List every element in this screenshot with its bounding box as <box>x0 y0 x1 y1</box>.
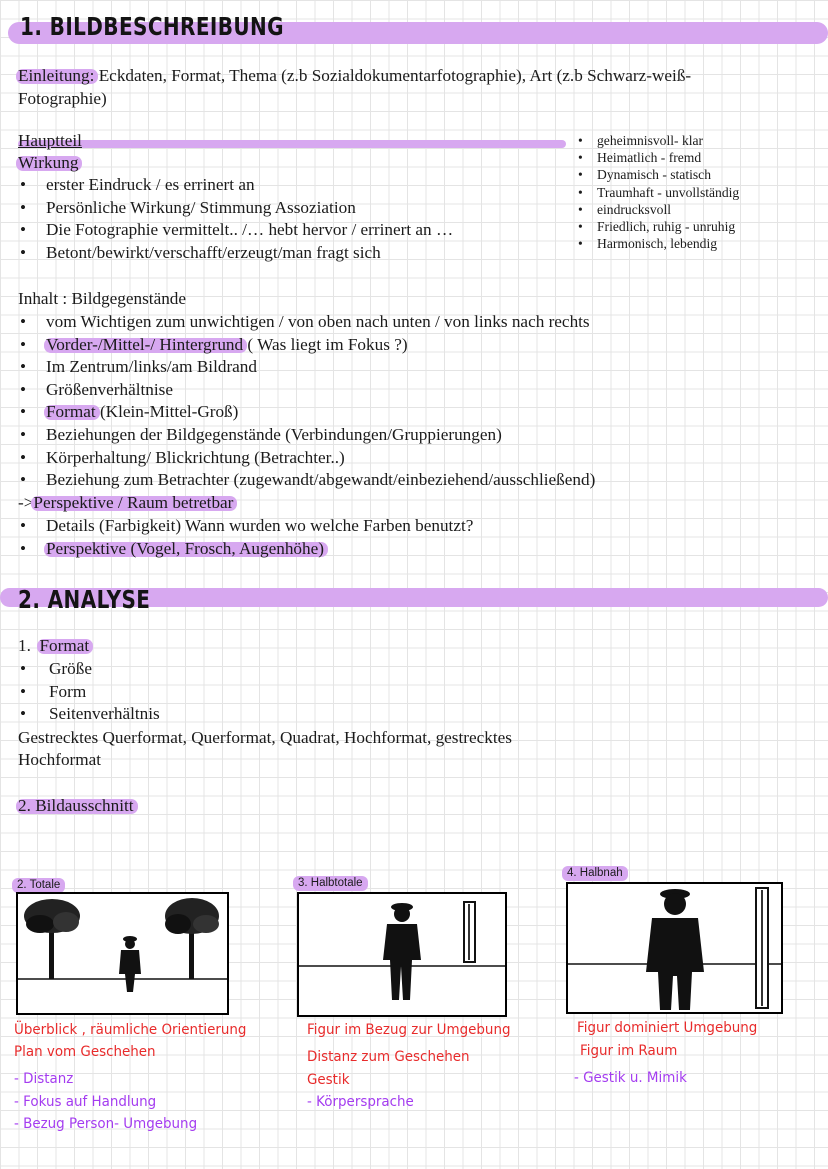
list-item: • Friedlich, ruhig - unruhig <box>577 218 739 235</box>
halbnah-note-red-1: Figur dominiert Umgebung <box>577 1020 758 1036</box>
totale-note-red-2: Plan vom Geschehen <box>14 1044 156 1060</box>
list-item: • Körperhaltung/ Blickrichtung (Betrachter..) <box>18 447 595 470</box>
bildausschnitt-heading <box>18 795 134 818</box>
perspektive-arrow-line <box>18 492 233 515</box>
format-label: Format <box>39 636 90 655</box>
shot-image-halbnah <box>566 882 783 1014</box>
details-list <box>18 515 473 560</box>
einleitung-line-2: Fotographie) <box>18 89 107 108</box>
list-item: • Form <box>18 681 160 704</box>
highlighted-term: Perspektive / Raum betretbar <box>33 493 234 512</box>
wirkung-text: Wirkung <box>18 153 79 172</box>
hauptteil-highlight-bar <box>18 140 566 148</box>
totale-note-purple-2: - Fokus auf Handlung <box>14 1094 157 1110</box>
totale-note-purple-3: - Bezug Person- Umgebung <box>14 1116 198 1132</box>
inhalt-heading: Inhalt : Bildgegenstände <box>18 289 187 308</box>
list-item: • Traumhaft - unvollständig <box>577 184 739 201</box>
list-item: • Größenverhältnise <box>18 379 595 402</box>
tree-icon <box>165 898 219 979</box>
halbtotale-note-red-3: Gestik <box>307 1072 350 1088</box>
list-item: • Die Fotographie vermittelt.. /… hebt hervor / errinert an … <box>18 219 453 242</box>
list-item: • Heimatlich - fremd <box>577 149 739 166</box>
item-text: ( Was liegt im Fokus ?) <box>243 334 408 354</box>
person-icon <box>646 889 704 1010</box>
shot-caption-halbtotale: 3. Halbtotale <box>293 876 368 891</box>
list-item: • Betont/bewirkt/verschafft/erzeugt/man fragt sich <box>18 242 453 265</box>
post-icon <box>756 888 768 1008</box>
list-item <box>18 538 473 561</box>
shot-caption-totale: 2. Totale <box>12 878 65 893</box>
item-text: (Klein-Mittel-Groß) <box>95 402 239 422</box>
halbnah-sketch <box>568 884 781 1012</box>
list-item: • Größe <box>18 658 160 681</box>
list-item: • Harmonisch, lebendig <box>577 235 739 252</box>
einleitung-line-1 <box>18 65 691 88</box>
list-item: • erster Eindruck / es errinert an <box>18 174 453 197</box>
shot-caption-halbnah: 4. Halbnah <box>562 866 628 881</box>
list-item <box>18 334 595 357</box>
list-item: • Details (Farbigkeit) Wann wurden wo welche Farben benutzt? <box>18 515 473 538</box>
wirkung-list <box>18 174 453 264</box>
halbtotale-sketch <box>299 894 505 1015</box>
section-title-bildbeschreibung: 1. BILDBESCHREIBUNG <box>20 12 284 41</box>
tree-icon <box>24 899 80 979</box>
list-item: • eindrucksvoll <box>577 201 739 218</box>
shot-image-totale <box>16 892 229 1015</box>
list-item <box>18 401 595 424</box>
wirkung-label <box>18 152 78 175</box>
format-list <box>18 658 160 726</box>
post-icon <box>464 902 475 962</box>
halbtotale-note-purple-1: - Körpersprache <box>307 1094 414 1110</box>
section-title-analyse: 2. ANALYSE <box>18 585 151 614</box>
halbnah-note-red-2: Figur im Raum <box>580 1043 678 1059</box>
list-item: • Persönliche Wirkung/ Stimmung Assoziation <box>18 197 453 220</box>
halbtotale-note-red-2: Distanz zum Geschehen <box>307 1049 470 1065</box>
list-item: • Dynamisch - statisch <box>577 166 739 183</box>
einleitung-text: Eckdaten, Format, Thema (z.b Sozialdokumentarfotographie), Art (z.b Schwarz-weiß- <box>94 66 692 85</box>
format-heading <box>18 635 89 658</box>
totale-note-purple-1: - Distanz <box>14 1071 74 1087</box>
highlighted-term: Vorder-/Mittel-/ Hintergrund <box>46 334 244 354</box>
arrow-glyph: -> <box>18 493 34 512</box>
format-description-1: Gestrecktes Querformat, Querformat, Quadrat, Hochformat, gestrecktes <box>18 728 512 747</box>
format-number: 1. <box>18 636 31 655</box>
person-icon <box>119 936 141 992</box>
list-item: • Im Zentrum/links/am Bildrand <box>18 356 595 379</box>
list-item: • geheimnisvoll- klar <box>577 132 739 149</box>
format-description-2: Hochformat <box>18 750 102 769</box>
list-item: • Beziehung zum Betrachter (zugewandt/abgewandt/einbeziehend/ausschließend) <box>18 469 595 492</box>
shot-image-halbtotale <box>297 892 507 1017</box>
list-item: • Seitenverhältnis <box>18 703 160 726</box>
einleitung-label: Einleitung: <box>18 66 95 85</box>
inhalt-list <box>18 311 595 492</box>
wirkung-adjective-list <box>577 132 739 252</box>
list-item: • vom Wichtigen zum unwichtigen / von oben nach unten / von links nach rechts <box>18 311 595 334</box>
totale-sketch <box>18 894 227 1013</box>
person-icon <box>383 903 421 1000</box>
totale-note-red-1: Überblick , räumliche Orientierung <box>14 1022 247 1038</box>
hauptteil-label: Hauptteil <box>18 131 82 150</box>
highlighted-term: Format <box>46 402 96 422</box>
halbnah-note-purple-1: - Gestik u. Mimik <box>574 1070 687 1086</box>
bildausschnitt-label: 2. Bildausschnitt <box>18 796 134 815</box>
list-item: • Beziehungen der Bildgegenstände (Verbindungen/Gruppierungen) <box>18 424 595 447</box>
highlighted-term: Perspektive (Vogel, Frosch, Augenhöhe) <box>46 538 324 558</box>
halbtotale-note-red-1: Figur im Bezug zur Umgebung <box>307 1022 511 1038</box>
